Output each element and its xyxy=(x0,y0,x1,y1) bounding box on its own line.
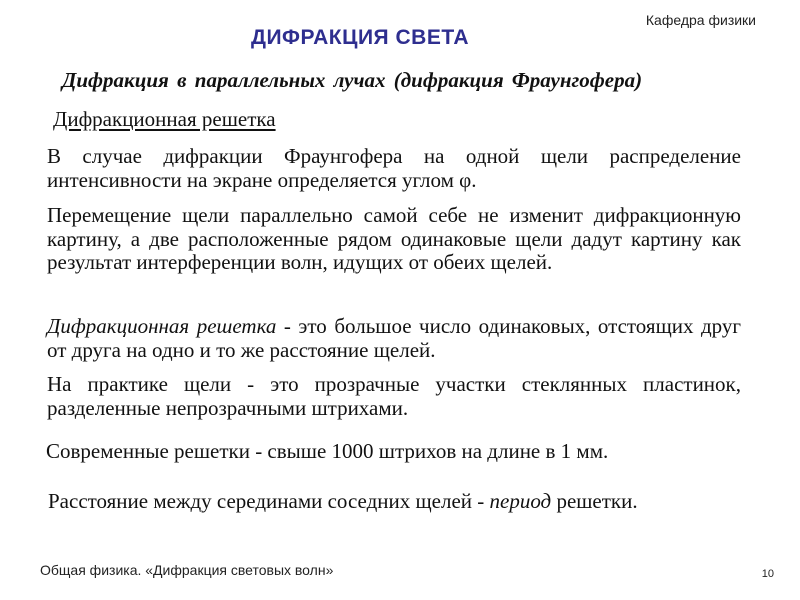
footer-course: Общая физика. «Дифракция световых волн» xyxy=(40,562,334,578)
grating-definition-text: - это большое число одинаковых, отстоящих друг от друга на одно и то же расстояние щелей. xyxy=(47,314,742,362)
page-number: 10 xyxy=(761,568,774,580)
slide-title: ДИФРАКЦИЯ СВЕТА xyxy=(251,26,469,49)
slide-subtitle: Дифракция в параллельных лучах (дифракция Фраунгофера) xyxy=(62,68,643,92)
paragraph-grating-definition xyxy=(47,315,741,362)
section-heading: Дифракционная решетка xyxy=(53,107,276,131)
paragraph-period xyxy=(48,490,788,514)
period-term: период xyxy=(489,489,552,513)
grating-term: Дифракционная решетка xyxy=(47,314,277,338)
paragraph-two-slits: Перемещение щели параллельно самой себе не изменит дифракционную картину, а две расположенные рядом одинаковые щели дадут картину как результат интерференции волн, идущих от обеих щелей. xyxy=(47,203,741,274)
period-text-start: Расстояние между серединами соседних щелей - xyxy=(48,489,490,513)
period-text-end: решетки. xyxy=(551,489,638,513)
paragraph-modern-gratings: Современные решетки - свыше 1000 штрихов на длине в 1 мм. xyxy=(46,439,609,463)
department-label: Кафедра физики xyxy=(645,12,756,28)
paragraph-practice: На практике щели - это прозрачные участки стеклянных пластинок, разделенные непрозрачными штрихами. xyxy=(47,372,741,420)
paragraph-single-slit: В случае дифракции Фраунгофера на одной щели распределение интенсивности на экране определяется углом φ. xyxy=(47,144,741,192)
